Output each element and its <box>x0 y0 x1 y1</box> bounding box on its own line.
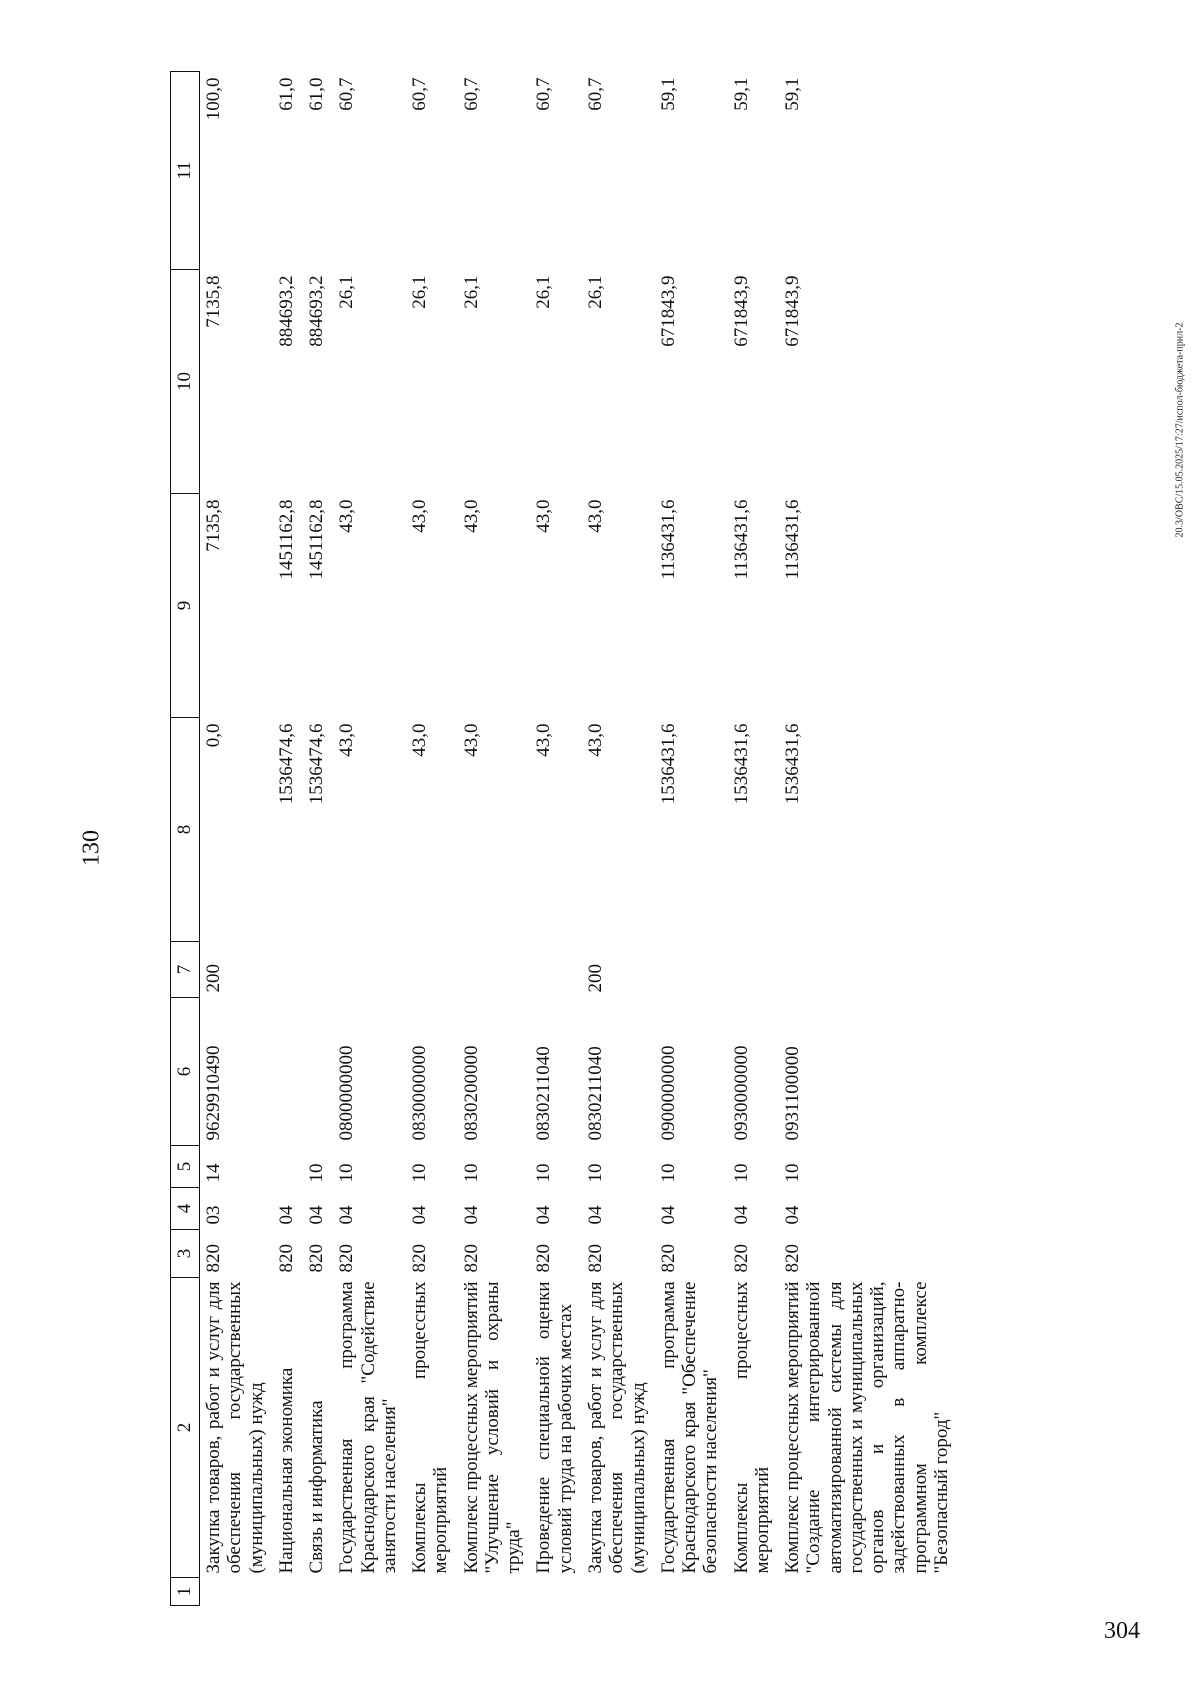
cell-description: Проведение специальной оценки условий труда на рабочих местах <box>533 1281 576 1574</box>
budget-table <box>170 71 958 1606</box>
cell-planned-amount: 43,0 <box>584 499 606 533</box>
cell-planned-amount: 43,0 <box>533 499 555 533</box>
cell-expense-type: 200 <box>584 964 606 993</box>
cell-target-article: 0931100000 <box>782 1046 804 1141</box>
cell-approved-amount: 43,0 <box>409 723 431 757</box>
document-footer-code: 20.3/ОВС/15.05.2025/17:27/испол-бюджета-прил-2 <box>1174 322 1186 538</box>
cell-planned-amount: 1136431,6 <box>657 499 679 580</box>
cell-section-code: 04 <box>336 1205 358 1225</box>
cell-executed-amount: 26,1 <box>336 275 358 309</box>
table-row <box>530 72 582 1606</box>
cell-department-code: 820 <box>306 1244 328 1273</box>
cell-target-article <box>303 998 333 1146</box>
column-header: 11 <box>171 72 200 270</box>
cell-target-article: 0830000000 <box>409 1045 431 1141</box>
cell-expense-type <box>728 942 780 998</box>
cell-section-code: 04 <box>730 1205 752 1225</box>
cell-target-article: 9629910490 <box>203 1045 224 1141</box>
column-header: 10 <box>171 270 200 494</box>
cell-description: Комплекс процессных мероприятий "Создание интегрированной автоматизированной системы для государственных и муниципальных органов и организаций, задействованных в аппаратно-программном комплексе "Безопасный город" <box>782 1281 952 1574</box>
cell-subsection-code: 10 <box>306 1163 328 1183</box>
cell-executed-amount: 671843,9 <box>657 275 679 347</box>
cell-execution-percent: 61,0 <box>275 77 297 111</box>
cell-section-code: 04 <box>409 1205 431 1225</box>
cell-expense-type <box>406 942 458 998</box>
cell-execution-percent: 59,1 <box>657 77 679 111</box>
cell-department-code: 820 <box>203 1244 224 1273</box>
cell-expense-type <box>655 942 728 998</box>
cell-section-code: 04 <box>657 1205 679 1225</box>
cell-approved-amount: 0,0 <box>203 723 224 748</box>
cell-department-code: 820 <box>782 1244 804 1273</box>
cell-department-code: 820 <box>730 1244 752 1273</box>
cell-description: Закупка товаров, работ и услуг для обеспечения государственных (муниципальных) нужд <box>584 1281 649 1574</box>
cell-expense-type <box>303 942 333 998</box>
cell-expense-type <box>779 942 958 998</box>
cell-department-code: 820 <box>336 1244 358 1273</box>
cell-section-code: 04 <box>533 1205 555 1225</box>
table-row <box>582 72 655 1606</box>
cell-description: Государственная программа Краснодарского края "Обеспечение безопасности населения" <box>657 1281 722 1574</box>
cell-subsection-code: 10 <box>533 1163 555 1183</box>
cell-expense-type <box>530 942 582 998</box>
cell-subsection-code: 10 <box>409 1163 431 1183</box>
cell-subsection-code: 10 <box>782 1163 804 1183</box>
cell-row-number <box>200 1578 273 1606</box>
cell-planned-amount: 1451162,8 <box>306 499 328 580</box>
column-header: 8 <box>171 718 200 942</box>
cell-expense-type <box>458 942 531 998</box>
cell-section-code: 04 <box>460 1205 482 1225</box>
column-header: 1 <box>171 1578 200 1606</box>
cell-description: Закупка товаров, работ и услуг для обеспечения государственных (муниципальных) нужд <box>203 1281 267 1574</box>
cell-execution-percent: 60,7 <box>584 77 606 111</box>
cell-approved-amount: 43,0 <box>533 723 555 757</box>
cell-row-number <box>273 1578 303 1606</box>
page-number-top: 130 <box>78 830 105 866</box>
cell-section-code: 04 <box>275 1205 297 1225</box>
cell-target-article: 0830200000 <box>460 1045 482 1141</box>
cell-target-article: 0930000000 <box>730 1045 752 1141</box>
cell-planned-amount: 1451162,8 <box>275 499 297 580</box>
cell-row-number <box>333 1578 406 1606</box>
cell-planned-amount: 43,0 <box>409 499 431 533</box>
table-row <box>458 72 531 1606</box>
cell-executed-amount: 26,1 <box>533 275 555 309</box>
cell-approved-amount: 1536474,6 <box>275 723 297 805</box>
cell-target-article <box>273 998 303 1146</box>
cell-target-article: 0830211040 <box>533 1046 555 1141</box>
cell-department-code: 820 <box>584 1244 606 1273</box>
cell-row-number <box>303 1578 333 1606</box>
cell-description: Комплексы процессных мероприятий <box>409 1281 452 1574</box>
cell-planned-amount: 1136431,6 <box>782 499 804 580</box>
cell-approved-amount: 43,0 <box>460 723 482 757</box>
column-header: 5 <box>171 1146 200 1188</box>
cell-subsection-code <box>273 1146 303 1188</box>
table-row <box>303 72 333 1606</box>
cell-row-number <box>728 1578 780 1606</box>
cell-target-article: 0800000000 <box>336 1045 358 1141</box>
cell-row-number <box>458 1578 531 1606</box>
cell-executed-amount: 884693,2 <box>306 275 328 347</box>
cell-approved-amount: 43,0 <box>336 723 358 757</box>
cell-executed-amount: 26,1 <box>409 275 431 309</box>
cell-execution-percent: 59,1 <box>730 77 752 111</box>
table-row <box>333 72 406 1606</box>
cell-approved-amount: 43,0 <box>584 723 606 757</box>
cell-description: Национальная экономика <box>275 1367 297 1574</box>
cell-section-code: 04 <box>782 1205 804 1225</box>
cell-execution-percent: 60,7 <box>336 77 358 111</box>
cell-approved-amount: 1536431,6 <box>782 723 804 805</box>
cell-execution-percent: 60,7 <box>460 77 482 111</box>
cell-department-code: 820 <box>657 1244 679 1273</box>
cell-executed-amount: 26,1 <box>584 275 606 309</box>
cell-row-number <box>779 1578 958 1606</box>
cell-subsection-code: 10 <box>460 1163 482 1183</box>
cell-section-code: 04 <box>306 1205 328 1225</box>
cell-planned-amount: 43,0 <box>336 499 358 533</box>
cell-executed-amount: 671843,9 <box>782 275 804 347</box>
cell-execution-percent: 100,0 <box>203 77 224 121</box>
cell-target-article: 0900000000 <box>657 1045 679 1141</box>
cell-section-code: 04 <box>584 1205 606 1225</box>
column-header: 9 <box>171 494 200 718</box>
table-row <box>655 72 728 1606</box>
table-row <box>728 72 780 1606</box>
cell-subsection-code: 10 <box>584 1163 606 1183</box>
cell-target-article: 0830211040 <box>584 1046 606 1141</box>
cell-planned-amount: 43,0 <box>460 499 482 533</box>
column-header: 2 <box>171 1278 200 1578</box>
cell-department-code: 820 <box>409 1244 431 1273</box>
cell-description: Связь и информатика <box>306 1400 328 1574</box>
table-header-row <box>171 72 200 1606</box>
table-row <box>779 72 958 1606</box>
cell-planned-amount: 7135,8 <box>203 499 224 552</box>
cell-department-code: 820 <box>460 1244 482 1273</box>
cell-subsection-code: 14 <box>203 1163 224 1183</box>
column-header: 6 <box>171 998 200 1146</box>
cell-row-number <box>582 1578 655 1606</box>
cell-row-number <box>530 1578 582 1606</box>
column-header: 3 <box>171 1230 200 1278</box>
column-header: 7 <box>171 942 200 998</box>
cell-approved-amount: 1536431,6 <box>730 723 752 805</box>
table-row <box>200 72 273 1606</box>
cell-subsection-code: 10 <box>657 1163 679 1183</box>
cell-executed-amount: 671843,9 <box>730 275 752 347</box>
cell-approved-amount: 1536431,6 <box>657 723 679 805</box>
cell-execution-percent: 60,7 <box>533 77 555 111</box>
page-number-bottom: 304 <box>1104 1618 1140 1644</box>
cell-department-code: 820 <box>533 1244 555 1273</box>
cell-execution-percent: 61,0 <box>306 77 328 111</box>
cell-row-number <box>655 1578 728 1606</box>
cell-department-code: 820 <box>275 1244 297 1273</box>
cell-executed-amount: 26,1 <box>460 275 482 309</box>
cell-row-number <box>406 1578 458 1606</box>
cell-expense-type: 200 <box>203 964 224 993</box>
cell-executed-amount: 7135,8 <box>203 275 224 328</box>
cell-execution-percent: 60,7 <box>409 77 431 111</box>
budget-table-container <box>170 72 1030 1606</box>
cell-section-code: 03 <box>203 1205 224 1225</box>
cell-description: Комплекс процессных мероприятий "Улучшение условий и охраны труда" <box>460 1281 525 1574</box>
cell-description: Государственная программа Краснодарского края "Содействие занятости населения" <box>336 1281 400 1574</box>
cell-planned-amount: 1136431,6 <box>730 499 752 580</box>
cell-description: Комплексы процессных мероприятий <box>730 1281 773 1574</box>
cell-expense-type <box>333 942 406 998</box>
cell-execution-percent: 59,1 <box>782 77 804 111</box>
cell-approved-amount: 1536474,6 <box>306 723 328 805</box>
cell-subsection-code: 10 <box>730 1163 752 1183</box>
table-row <box>273 72 303 1606</box>
table-row <box>406 72 458 1606</box>
cell-subsection-code: 10 <box>336 1163 358 1183</box>
column-header: 4 <box>171 1188 200 1230</box>
cell-expense-type <box>273 942 303 998</box>
cell-executed-amount: 884693,2 <box>275 275 297 347</box>
